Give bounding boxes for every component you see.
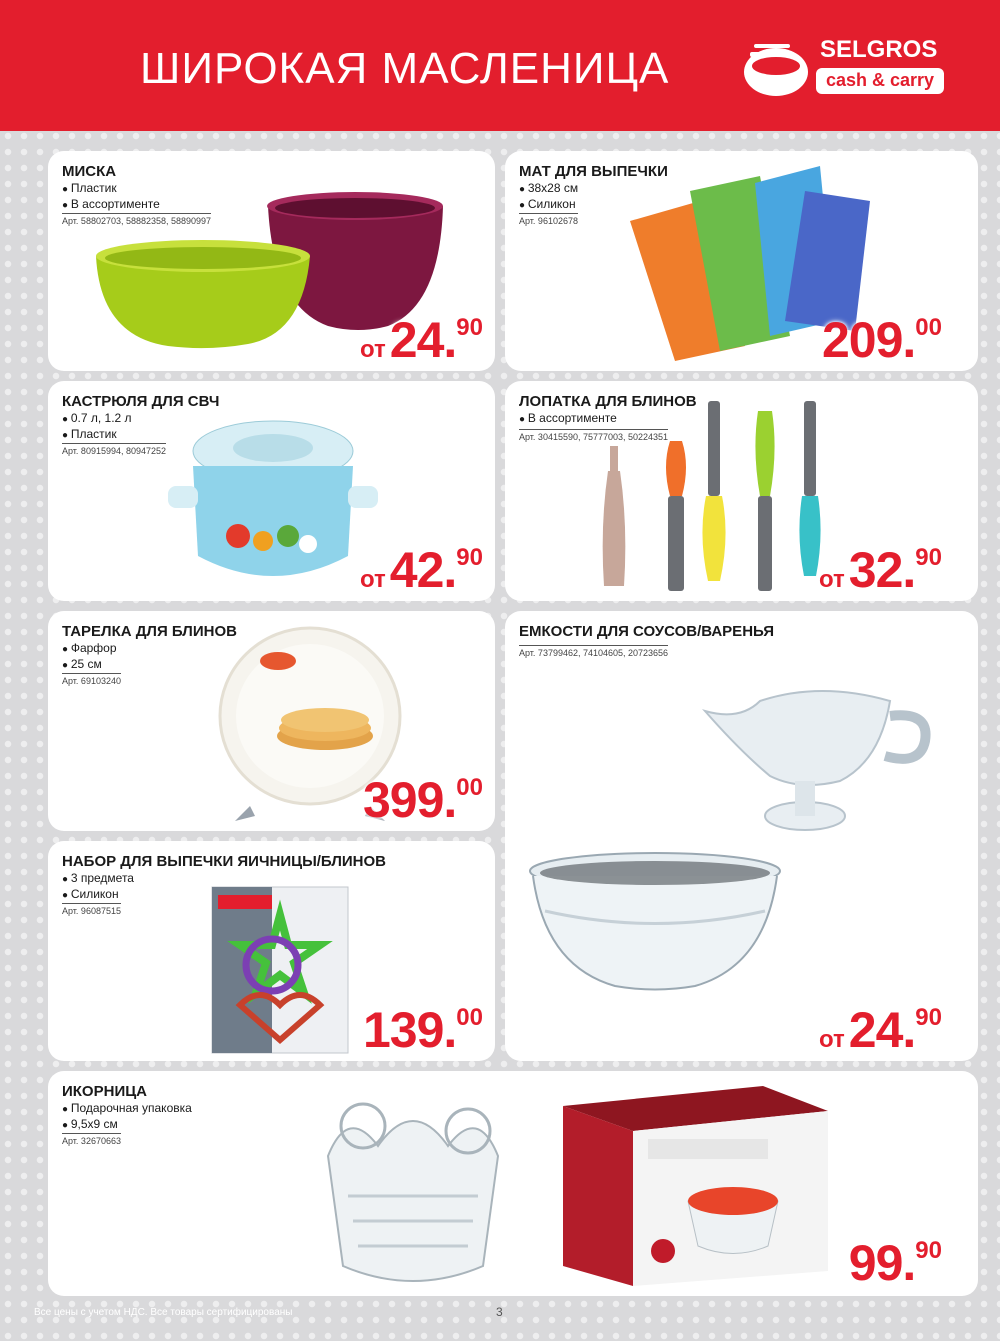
product-spec: ● Пластик <box>62 181 160 197</box>
product-spec: ● В ассортименте <box>519 411 617 427</box>
product-card-molds[interactable] <box>48 841 495 1061</box>
product-price <box>363 771 483 829</box>
product-title: НАБОР ДЛЯ ВЫПЕЧКИ ЯИЧНИЦЫ/БЛИНОВ <box>62 853 386 870</box>
product-spec: ● 3 предмета <box>62 871 134 887</box>
silicone-molds-image <box>210 885 350 1055</box>
product-card-bowl[interactable] <box>48 151 495 371</box>
product-price <box>363 1001 483 1059</box>
product-spec: ● Пластик <box>62 427 132 443</box>
product-article: Арт. 58802703, 58882358, 58890997 <box>62 213 211 226</box>
price-integer: 24. <box>389 312 457 368</box>
price-integer: 99. <box>848 1235 916 1291</box>
product-price <box>819 1001 942 1059</box>
product-article: Арт. 69103240 <box>62 673 121 686</box>
product-specs <box>62 641 117 673</box>
product-article: Арт. 80915994, 80947252 <box>62 443 166 456</box>
price-decimal: 90 <box>456 314 483 341</box>
crystal-caviar-bowl-image <box>318 1086 508 1296</box>
product-card-spatula[interactable] <box>505 381 978 601</box>
product-article: Арт. 30415590, 75777003, 50224351 <box>519 429 668 442</box>
product-card-mat[interactable] <box>505 151 978 371</box>
product-card-pot[interactable] <box>48 381 495 601</box>
product-spec: ● 38х28 см <box>519 181 578 197</box>
price-decimal: 00 <box>456 774 483 801</box>
logo-bowl-icon <box>742 36 812 98</box>
price-prefix: от <box>818 1026 845 1053</box>
product-price <box>849 1234 942 1292</box>
product-spec: ● 0.7 л, 1.2 л <box>62 411 132 427</box>
product-article: Арт. 96102678 <box>519 213 578 226</box>
product-specs <box>62 1101 192 1133</box>
product-specs <box>519 181 578 213</box>
product-title: ЛОПАТКА ДЛЯ БЛИНОВ <box>519 393 697 410</box>
product-title: ТАРЕЛКА ДЛЯ БЛИНОВ <box>62 623 237 640</box>
product-title: МАТ ДЛЯ ВЫПЕЧКИ <box>519 163 668 180</box>
product-card-sauce[interactable] <box>505 611 978 1061</box>
price-decimal: 90 <box>456 544 483 571</box>
spatulas-image <box>590 396 830 596</box>
gift-box-image <box>563 1081 833 1286</box>
product-article: Арт. 73799462, 74104605, 20723656 <box>519 645 668 658</box>
product-price <box>360 311 483 369</box>
price-prefix: от <box>818 566 845 593</box>
price-decimal: 00 <box>915 314 942 341</box>
microwave-pot-image <box>163 416 383 596</box>
header-banner <box>0 0 1000 131</box>
product-title: ЕМКОСТИ ДЛЯ СОУСОВ/ВАРЕНЬЯ <box>519 623 775 640</box>
page-number: 3 <box>496 1305 503 1319</box>
price-integer: 399. <box>362 772 457 828</box>
page-title: ШИРОКАЯ МАСЛЕНИЦА <box>140 44 670 93</box>
product-card-plate[interactable] <box>48 611 495 831</box>
product-article: Арт. 32670663 <box>62 1133 121 1146</box>
product-spec: ● 9,5х9 см <box>62 1117 192 1133</box>
product-spec: ● Подарочная упаковка <box>62 1101 192 1117</box>
product-specs <box>62 871 134 903</box>
product-price <box>360 541 483 599</box>
product-title: КАСТРЮЛЯ ДЛЯ СВЧ <box>62 393 220 410</box>
product-spec: ● Силикон <box>519 197 578 213</box>
logo-subtitle: cash & carry <box>816 68 944 94</box>
price-decimal: 90 <box>915 1004 942 1031</box>
product-title: МИСКА <box>62 163 117 180</box>
price-integer: 24. <box>848 1002 916 1058</box>
price-integer: 32. <box>848 542 916 598</box>
price-integer: 139. <box>362 1002 457 1058</box>
product-spec: ● Силикон <box>62 887 134 903</box>
gravy-boat-image <box>700 671 940 841</box>
product-spec: ● 25 см <box>62 657 117 673</box>
selgros-logo[interactable] <box>742 36 954 98</box>
product-specs <box>62 411 132 443</box>
price-prefix: от <box>359 566 386 593</box>
price-integer: 209. <box>821 312 916 368</box>
price-decimal: 00 <box>456 1004 483 1031</box>
product-spec: ● Фарфор <box>62 641 117 657</box>
product-article: Арт. 96087515 <box>62 903 121 916</box>
product-price <box>822 311 942 369</box>
product-spec: ● В ассортименте <box>62 197 160 213</box>
price-decimal: 90 <box>915 1237 942 1264</box>
price-decimal: 90 <box>915 544 942 571</box>
glass-bowl-image <box>525 851 785 1001</box>
product-price <box>819 541 942 599</box>
logo-brand: SELGROS <box>820 36 938 63</box>
footer-note: Все цены с учетом НДС. Все товары сертифицированы <box>34 1307 293 1318</box>
price-prefix: от <box>359 336 386 363</box>
product-card-caviar[interactable] <box>48 1071 978 1296</box>
price-integer: 42. <box>389 542 457 598</box>
product-title: ИКОРНИЦА <box>62 1083 148 1100</box>
